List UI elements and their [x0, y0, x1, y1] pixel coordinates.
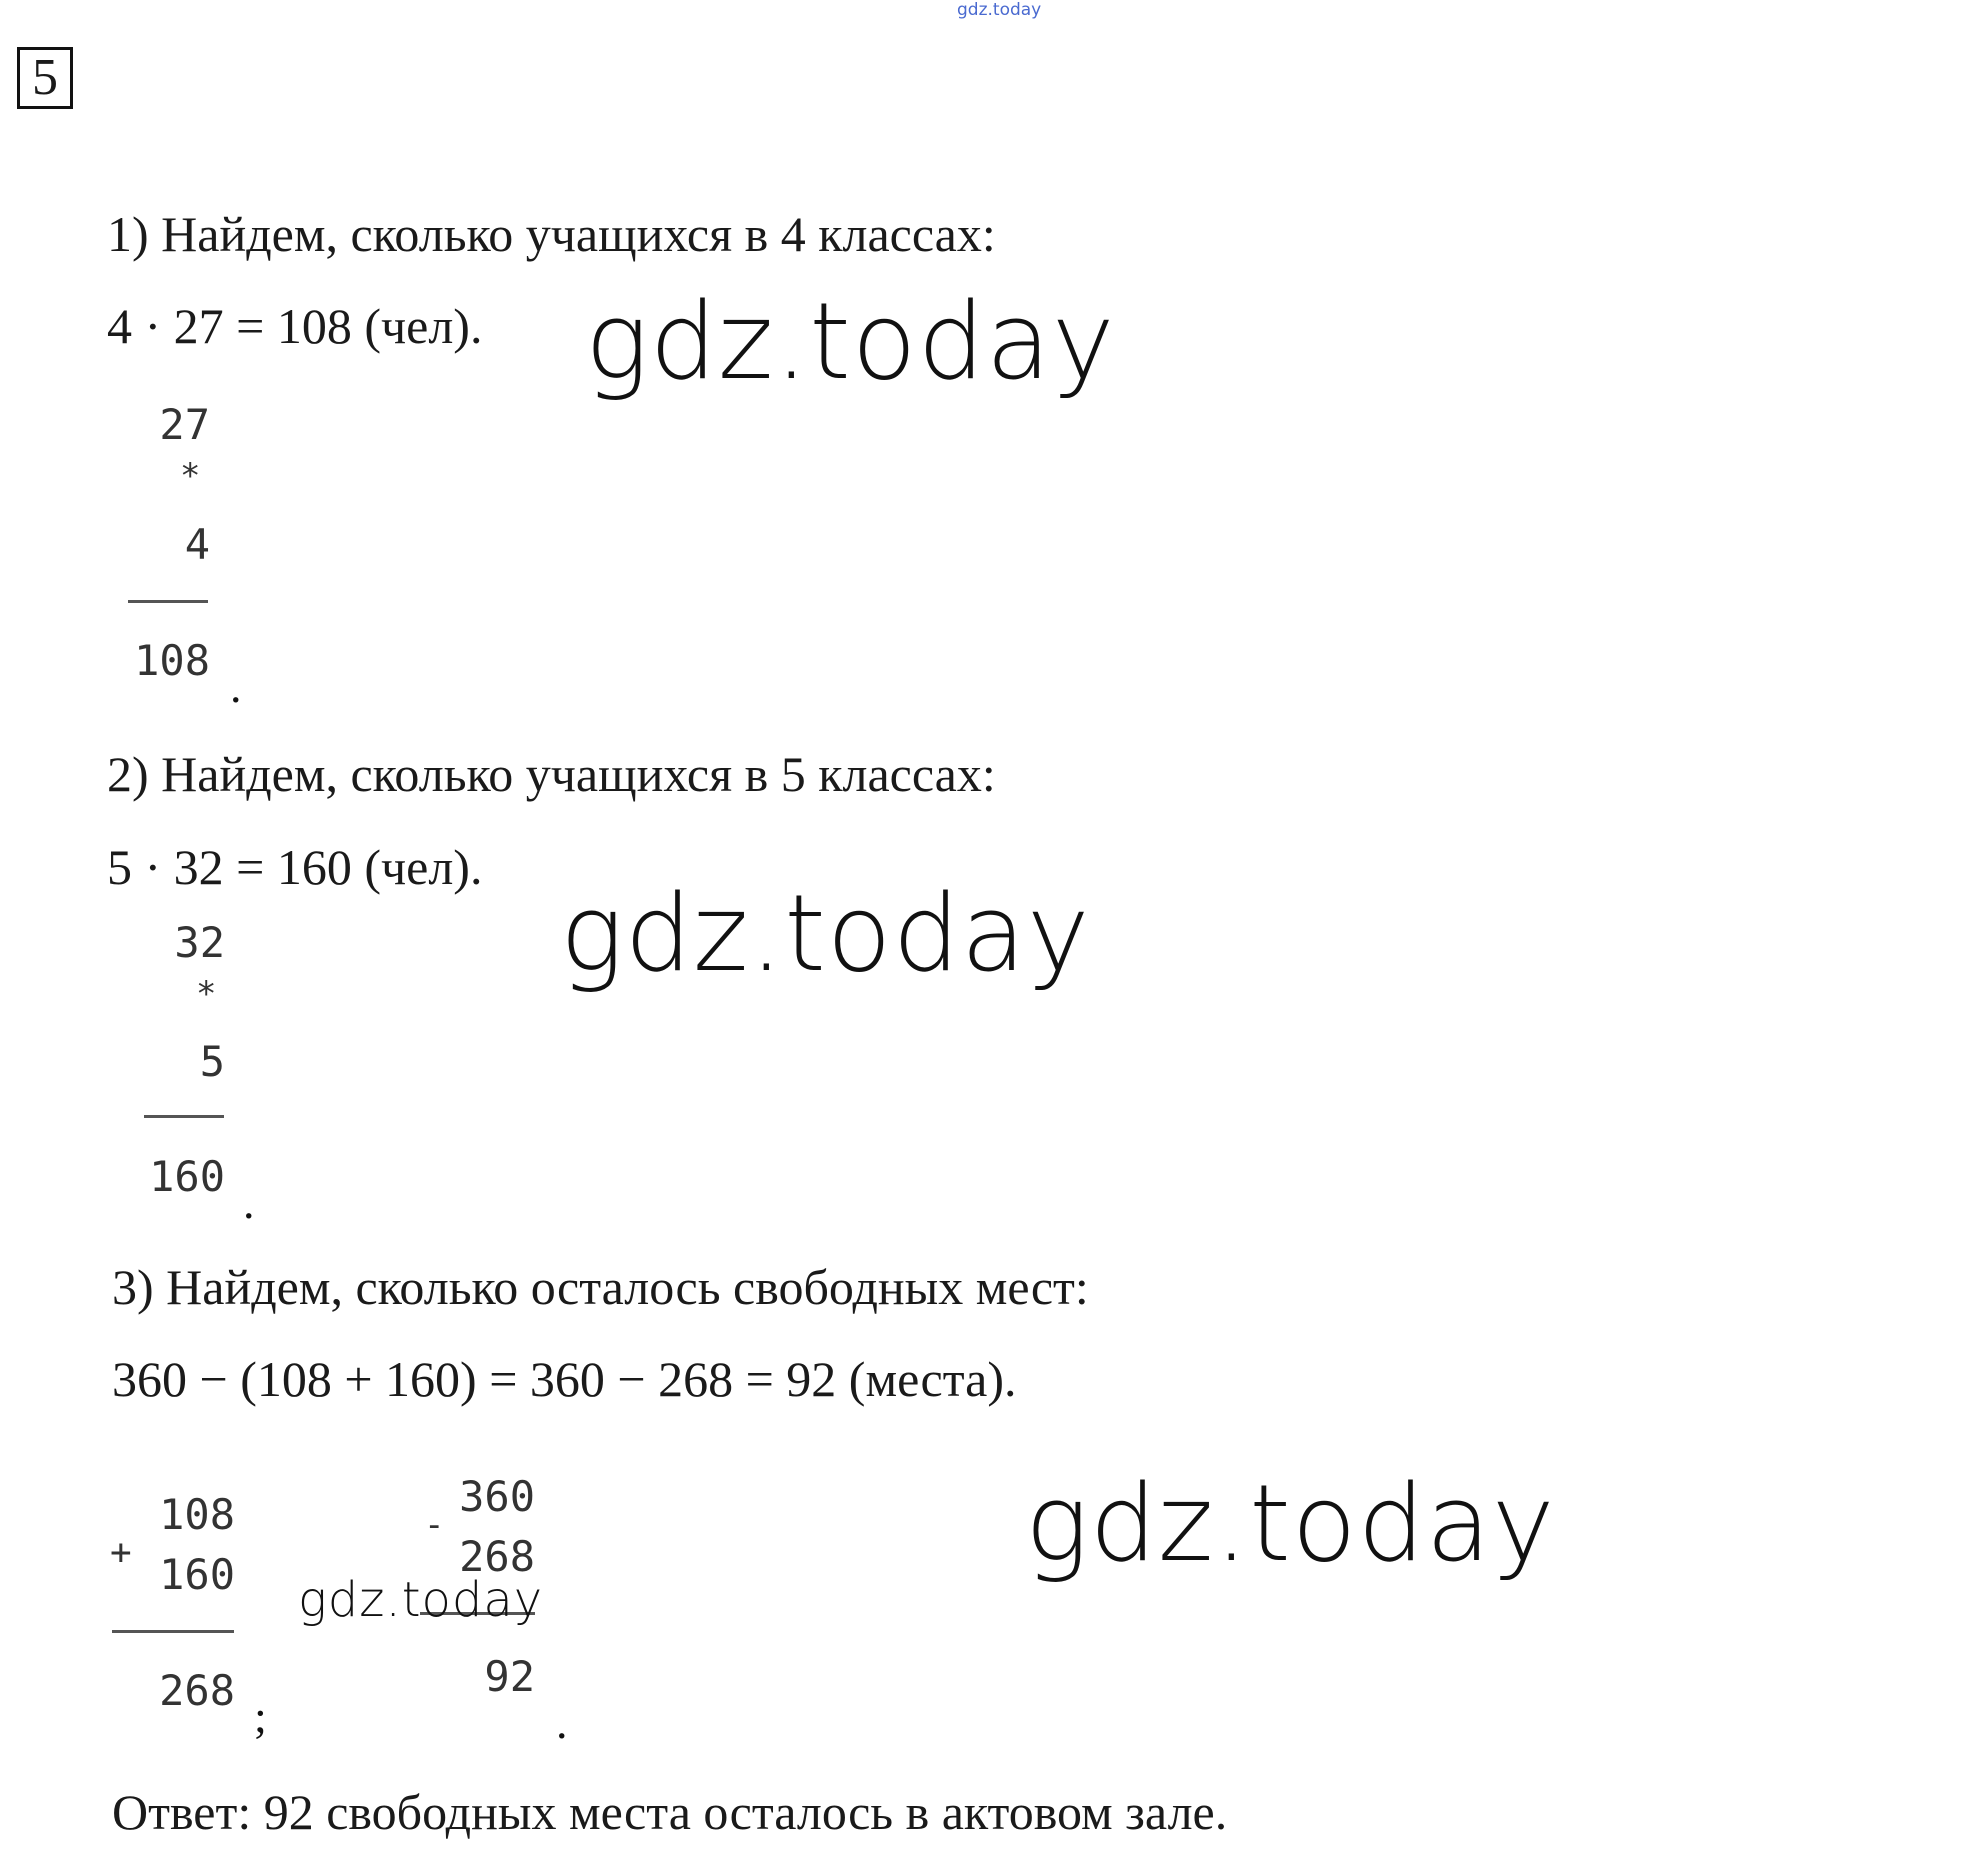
step-1-column-top: 27: [159, 400, 210, 449]
step-2-title: 2) Найдем, сколько учащихся в 5 классах:: [107, 746, 996, 802]
step-1-column-end: .: [230, 661, 242, 712]
addition-operator: +: [110, 1532, 132, 1573]
addition-end: ;: [254, 1691, 267, 1742]
task-number-badge: 5: [17, 47, 73, 109]
subtraction-operator: -: [424, 1505, 445, 1545]
subtraction-bottom: 268: [459, 1532, 535, 1581]
step-3-title: 3) Найдем, сколько осталось свободных мест:: [112, 1259, 1089, 1315]
addition-top: 108: [159, 1490, 235, 1539]
step-1-column-operator: *: [180, 456, 201, 496]
step-1-column-result: 108: [134, 636, 210, 685]
addition-rule: [112, 1630, 234, 1633]
step-1-column-bottom: 4: [184, 520, 210, 569]
step-2-column-top: 32: [174, 918, 225, 967]
step-1-title: 1) Найдем, сколько учащихся в 4 классах:: [107, 206, 996, 262]
step-2-column-end: .: [243, 1177, 255, 1228]
step-2-column-bottom: 5: [199, 1037, 225, 1086]
step-2-column-result: 160: [149, 1152, 225, 1201]
addition-bottom: 160: [159, 1550, 235, 1599]
addition-result: 268: [159, 1666, 235, 1715]
subtraction-top: 360: [459, 1472, 535, 1521]
step-3-formula: 360 − (108 + 160) = 360 − 268 = 92 (места).: [112, 1351, 1017, 1407]
watermark-2: gdz.today: [560, 872, 1091, 995]
watermark-4: gdz.today: [1025, 1462, 1556, 1585]
subtraction-end: .: [556, 1697, 568, 1748]
subtraction-result: 92: [484, 1652, 535, 1701]
watermark-3: gdz.today: [298, 1572, 544, 1628]
step-2-column-rule: [144, 1115, 224, 1118]
step-2-column-operator: *: [196, 974, 217, 1014]
answer-text: Ответ: 92 свободных места осталось в актовом зале.: [112, 1784, 1228, 1840]
step-2-formula: 5 · 32 = 160 (чел).: [107, 839, 483, 895]
site-watermark-top: gdz.today: [957, 0, 1042, 20]
step-1-column-rule: [128, 600, 208, 603]
watermark-1: gdz.today: [585, 280, 1116, 403]
step-1-formula: 4 · 27 = 108 (чел).: [107, 298, 483, 354]
